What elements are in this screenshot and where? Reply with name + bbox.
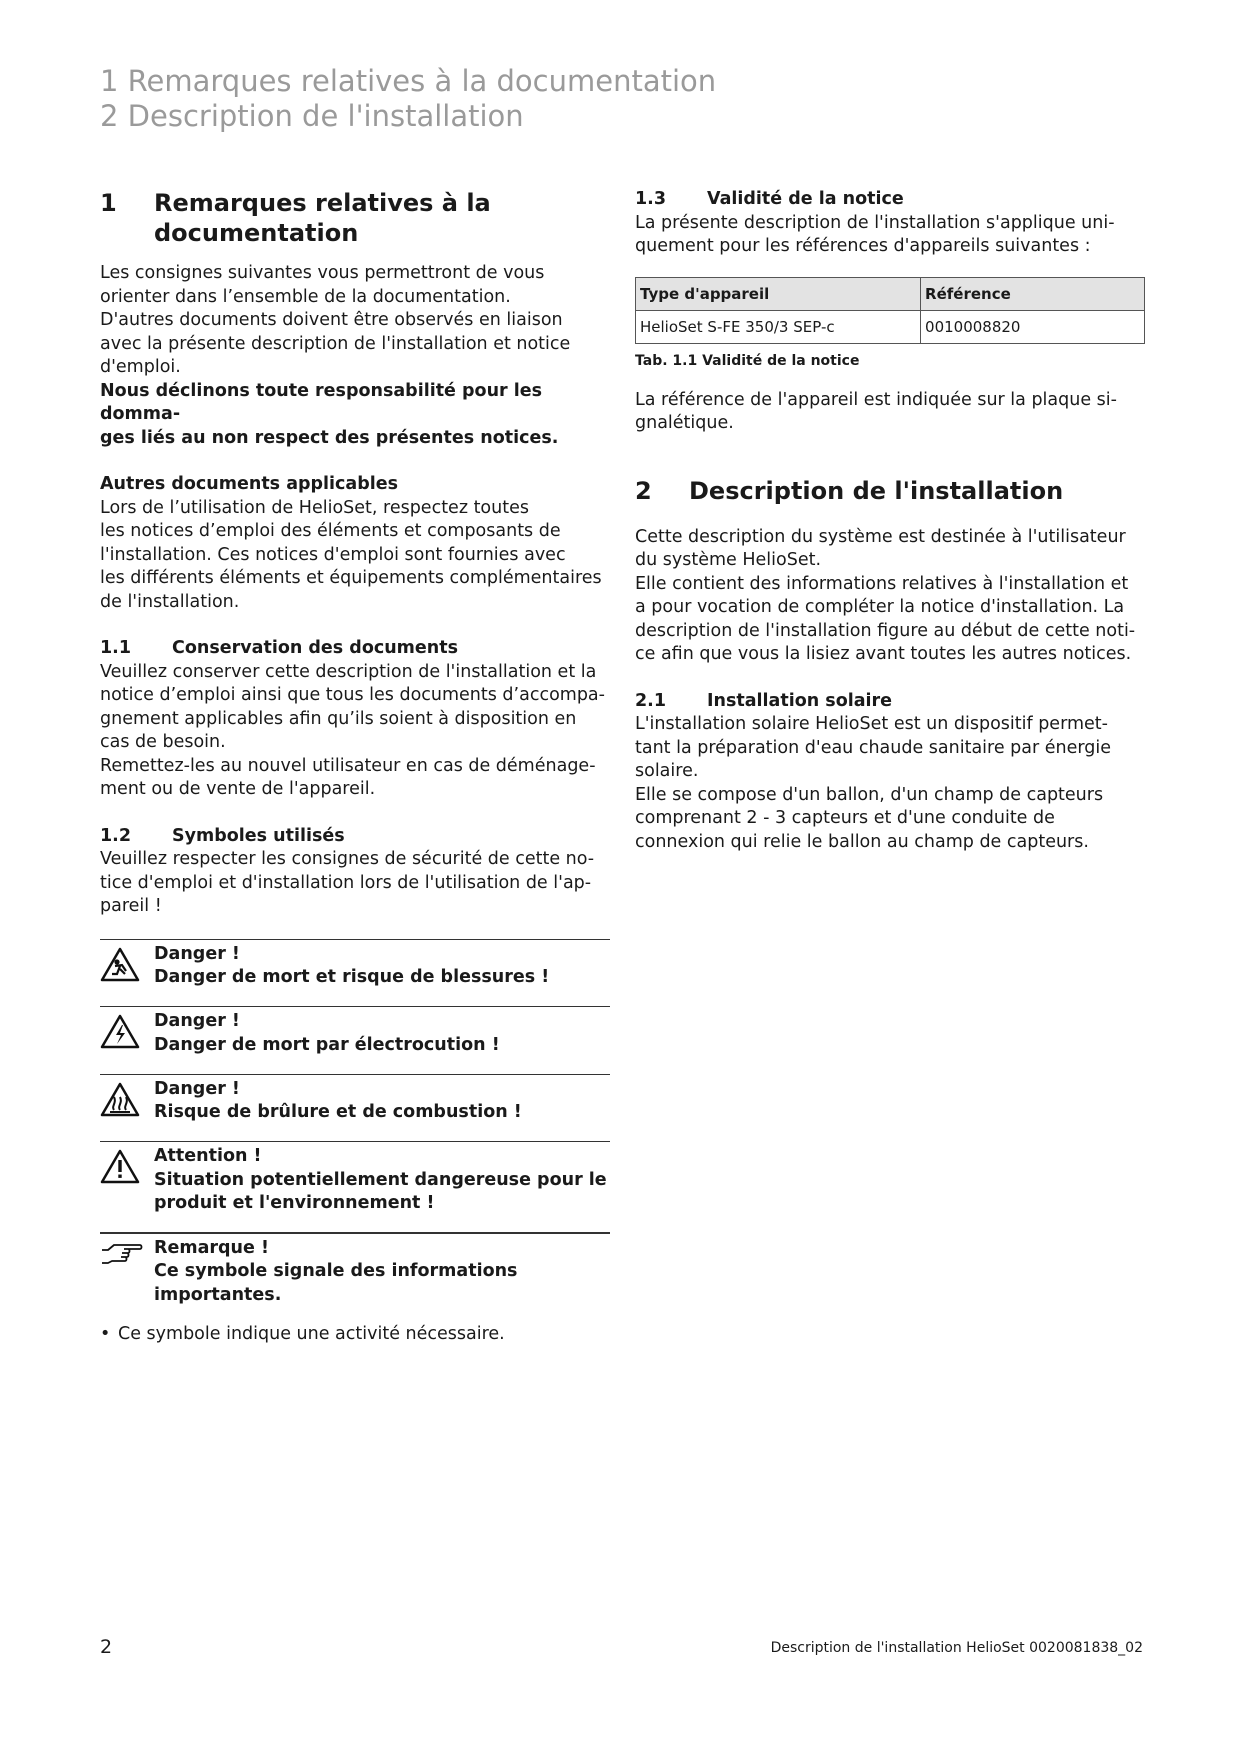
right-column [635, 188, 1147, 854]
text-line: du système HelioSet. [635, 550, 822, 570]
warning-title: Danger ! [154, 1011, 240, 1031]
text-line: La référence de l'appareil est indiquée sur la plaque si- [635, 389, 1117, 410]
section-1-1-heading [100, 637, 610, 661]
warning-title: Danger ! [154, 1078, 240, 1099]
warning-text: produit et l'environnement ! [154, 1193, 435, 1213]
text-line: d'emploi. [100, 357, 181, 377]
bullet-item [100, 1323, 610, 1347]
bullet-icon: • [100, 1324, 111, 1344]
text-line: a pour vocation de compléter la notice d'installation. La [635, 597, 1125, 617]
text-line: comprenant 2 - 3 capteurs et d'une conduite de [635, 808, 1055, 828]
disclaimer [100, 380, 610, 451]
text-line: les notices d’emploi des éléments et composants de [100, 521, 561, 541]
other-docs-paragraph [100, 497, 610, 615]
other-docs-title: Autres documents applicables [100, 474, 399, 494]
text-line: Cette description du système est destinée à l'utilisateur [635, 526, 1126, 547]
text-line: solaire. [635, 761, 699, 781]
intro-paragraph [100, 262, 610, 380]
solar-paragraph [635, 713, 1147, 854]
section-1-heading [100, 188, 610, 248]
validity-table [635, 277, 1145, 344]
section-number: 1.3 [635, 189, 667, 209]
text-line: gnement applicables afin qu’ils soient à disposition en [100, 708, 577, 729]
text-line: Remettez-les au nouvel utilisateur en cas de déménage- [100, 755, 596, 776]
warning-box [100, 939, 610, 1007]
warning-text: Situation potentiellement dangereuse pour le [154, 1169, 607, 1190]
table-cell: 0010008820 [921, 310, 1145, 343]
text-line: gnalétique. [635, 413, 734, 433]
text-line: l'installation. Ces notices d'emploi sont fournies avec [100, 544, 566, 565]
table-header-cell: Référence [921, 277, 1145, 310]
warning-box [100, 1006, 610, 1074]
text-line: les différents éléments et équipements complémentaires [100, 568, 602, 588]
section-title: Installation solaire [707, 690, 893, 711]
section-title-line: Remarques relatives à la [154, 189, 491, 217]
remark-text: importantes. [154, 1284, 282, 1305]
danger-person-icon [100, 943, 154, 991]
text-line: pareil ! [100, 896, 162, 916]
text-line: de l'installation. [100, 591, 240, 612]
text-line: Elle contient des informations relatives à l'installation et [635, 573, 1129, 594]
section-title: Symboles utilisés [172, 825, 345, 846]
section-number: 1.1 [100, 638, 132, 658]
text-line: ce afin que vous la lisiez avant toutes les autres notices. [635, 644, 1132, 664]
pointing-hand-icon [100, 1237, 154, 1308]
section-title: Validité de la notice [707, 189, 904, 209]
section-number: 2 [635, 476, 652, 505]
text-line: La présente description de l'installation s'applique uni- [635, 212, 1115, 233]
footer-title: Description de l'installation HelioSet 0020081838_02 [770, 1640, 1143, 1656]
text-line: avec la présente description de l'installation et notice [100, 333, 571, 354]
text-line: Elle se compose d'un ballon, d'un champ de capteurs [635, 784, 1104, 805]
section-2-1-heading [635, 690, 1147, 714]
text-line: D'autres documents doivent être observés en liaison [100, 310, 563, 330]
table-cell: HelioSet S-FE 350/3 SEP-c [636, 310, 921, 343]
burn-icon [100, 1078, 154, 1126]
conservation-paragraph [100, 661, 610, 802]
description-paragraph [635, 526, 1147, 667]
warning-text: Risque de brûlure et de combustion ! [154, 1102, 522, 1122]
text-line: Les consignes suivantes vous permettront de vous [100, 263, 545, 283]
section-1-2-heading [100, 825, 610, 849]
section-1-3-heading [635, 188, 1147, 212]
left-column [100, 188, 610, 1347]
text-line: Veuillez conserver cette description de l'installation et la [100, 661, 597, 682]
page-header [100, 64, 716, 134]
text-line: Veuillez respecter les consignes de sécurité de cette no- [100, 849, 595, 869]
text-line: L'installation solaire HelioSet est un dispositif permet- [635, 714, 1108, 734]
attention-icon [100, 1145, 154, 1216]
text-line: Nous déclinons toute responsabilité pour les domma- [100, 380, 543, 424]
warning-text: Danger de mort par électrocution ! [154, 1034, 500, 1055]
section-number: 2.1 [635, 690, 667, 711]
text-line: tice d'emploi et d'installation lors de l'utilisation de l'ap- [100, 872, 592, 893]
section-2-heading [635, 476, 1147, 506]
table-row [636, 310, 1145, 343]
section-title-line: documentation [154, 219, 359, 247]
warning-box [100, 1141, 610, 1232]
symbols-paragraph [100, 848, 610, 919]
text-line: quement pour les références d'appareils suivantes : [635, 236, 1091, 256]
section-number: 1 [100, 189, 117, 217]
electrocution-icon [100, 1010, 154, 1058]
text-line: notice d’emploi ainsi que tous les documents d’accompa- [100, 685, 605, 705]
remark-box [100, 1232, 610, 1324]
text-line: ges liés au non respect des présentes notices. [100, 427, 559, 448]
table-header-cell: Type d'appareil [636, 277, 921, 310]
header-line-1: 1 Remarques relatives à la documentation [100, 64, 717, 98]
text-line: Lors de l’utilisation de HelioSet, respectez toutes [100, 497, 529, 518]
text-line: ment ou de vente de l'appareil. [100, 779, 376, 799]
section-number: 1.2 [100, 825, 132, 846]
text-line: tant la préparation d'eau chaude sanitaire par énergie [635, 737, 1112, 758]
text-line: description de l'installation figure au début de cette noti- [635, 620, 1136, 641]
section-title: Description de l'installation [689, 476, 1064, 505]
warning-text: Danger de mort et risque de blessures ! [154, 967, 550, 987]
validity-paragraph [635, 212, 1147, 259]
warning-box [100, 1074, 610, 1142]
warning-title: Danger ! [154, 943, 240, 964]
text-line: connexion qui relie le ballon au champ de capteurs. [635, 831, 1089, 852]
warning-title: Attention ! [154, 1146, 262, 1166]
table-caption: Tab. 1.1 Validité de la notice [635, 352, 860, 369]
header-line-2: 2 Description de l'installation [100, 99, 524, 133]
bullet-text: Ce symbole indique une activité nécessaire. [118, 1324, 505, 1344]
remark-title: Remarque ! [154, 1237, 269, 1258]
remark-text: Ce symbole signale des informations [154, 1261, 518, 1281]
reference-paragraph [635, 389, 1147, 436]
text-line: cas de besoin. [100, 732, 226, 752]
text-line: orienter dans l’ensemble de la documentation. [100, 286, 511, 307]
section-title: Conservation des documents [172, 638, 459, 658]
page-number: 2 [100, 1636, 113, 1658]
table-header-row [636, 277, 1145, 310]
